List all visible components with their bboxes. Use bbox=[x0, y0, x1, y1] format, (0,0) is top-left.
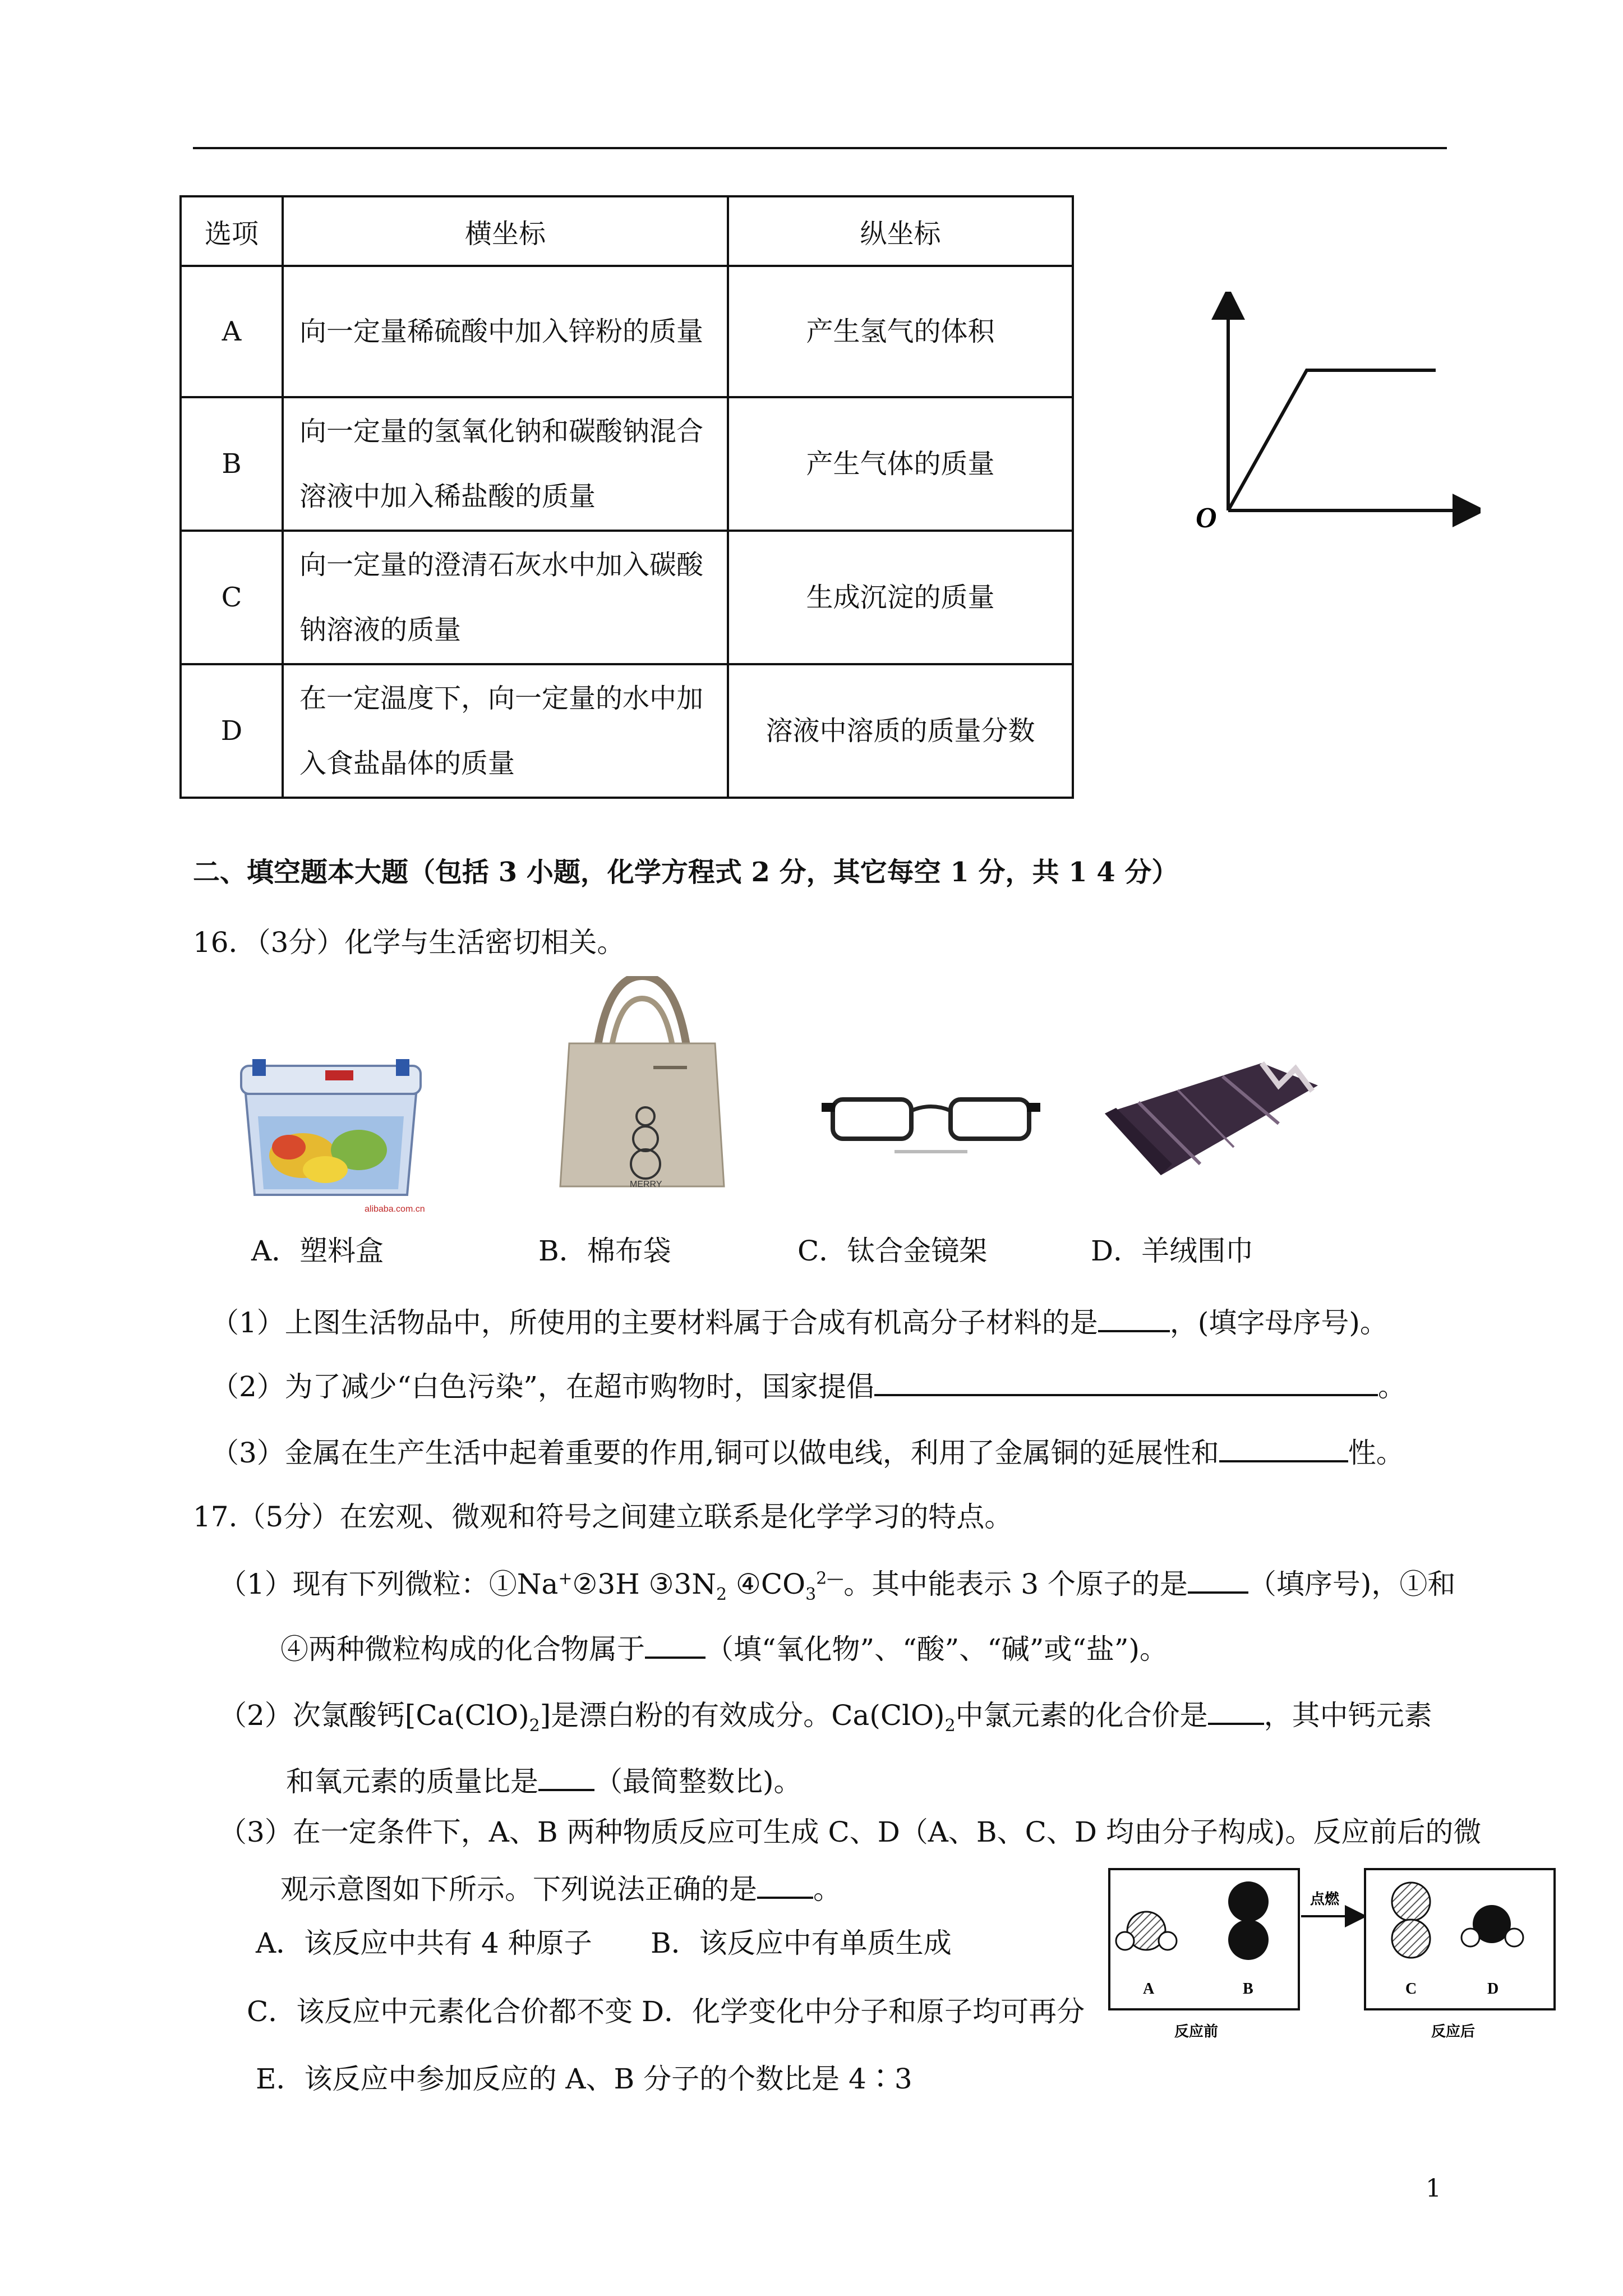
x-axis-cell: 在一定温度下，向一定量的水中加入食盐晶体的质量 bbox=[283, 664, 728, 798]
y-axis-cell: 产生氢气的体积 bbox=[728, 266, 1073, 397]
curve-line bbox=[1228, 370, 1436, 510]
q17-sub1-blank-2[interactable] bbox=[645, 1631, 706, 1659]
q17-sub2-text: （2）次氯酸钙[Ca(ClO) bbox=[219, 1699, 529, 1732]
label-b: B bbox=[1243, 1980, 1253, 1998]
q17-sub2-line2 bbox=[286, 1759, 802, 1800]
q17-sub3-blank[interactable] bbox=[757, 1871, 813, 1899]
choice-e: E．该反应中参加反应的 A、B 分子的个数比是 4∶3 bbox=[256, 2063, 912, 2095]
cotton-bag-icon bbox=[547, 976, 737, 1189]
q17-sub2-text-2: ]是漂白粉的有效成分。Ca(ClO) bbox=[540, 1699, 945, 1732]
x-axis-cell: 向一定量稀硫酸中加入锌粉的质量 bbox=[283, 266, 728, 397]
q17-sub1-text-2: ②3H ③3N bbox=[572, 1568, 717, 1600]
origin-label: O bbox=[1196, 502, 1217, 534]
q16-sub2 bbox=[211, 1364, 1406, 1405]
label-c: C bbox=[1405, 1980, 1417, 1998]
q17-sub1-line2-text-end: （填“氧化物”、“酸”、“碱”或“盐”)。 bbox=[706, 1633, 1168, 1665]
q17-sub3-line2-text-end: 。 bbox=[813, 1873, 841, 1906]
x-axis-cell: 向一定量的氢氧化钠和碳酸钠混合溶液中加入稀盐酸的质量 bbox=[283, 397, 728, 531]
q17-sub1-blank-1[interactable] bbox=[1188, 1566, 1248, 1594]
q16-sub1-blank[interactable] bbox=[1098, 1304, 1170, 1332]
page-number: 1 bbox=[1426, 2174, 1441, 2203]
y-axis-cell: 生成沉淀的质量 bbox=[728, 531, 1073, 664]
charge-superscript: + bbox=[558, 1568, 573, 1589]
subscript: 3 bbox=[805, 1585, 817, 1604]
q16-sub3-text-end: 性。 bbox=[1348, 1437, 1404, 1469]
after-caption: 反应后 bbox=[1431, 2023, 1476, 2040]
table-row bbox=[181, 531, 1073, 664]
image-caption-d: D．羊绒围巾 bbox=[1091, 1235, 1254, 1267]
header-option: 选项 bbox=[181, 196, 283, 266]
q17-sub2-blank-1[interactable] bbox=[1208, 1697, 1264, 1725]
q17-sub1 bbox=[219, 1562, 1455, 1604]
choice-a: A．该反应中共有 4 种原子 bbox=[256, 1927, 592, 1959]
q17-sub2 bbox=[219, 1693, 1432, 1736]
option-cell: D bbox=[181, 664, 283, 798]
choice-c: C．该反应中元素化合价都不变 bbox=[247, 1995, 633, 2028]
rise-then-plateau-graph bbox=[1166, 292, 1481, 550]
bag-print-text: MERRY bbox=[630, 1180, 662, 1189]
subscript: 2 bbox=[529, 1716, 540, 1736]
q17-sub3-line2-text: 观示意图如下所示。下列说法正确的是 bbox=[280, 1873, 757, 1906]
watermark-text: alibaba.com.cn bbox=[365, 1204, 425, 1214]
q17-stem: 17.（5分）在宏观、微观和符号之间建立联系是化学学习的特点。 bbox=[193, 1501, 1013, 1533]
header-rule bbox=[193, 147, 1447, 149]
header-x-axis: 横坐标 bbox=[283, 196, 728, 266]
choice-b: B．该反应中有单质生成 bbox=[651, 1927, 952, 1959]
table-row bbox=[181, 266, 1073, 397]
charge-superscript: 2— bbox=[816, 1568, 844, 1589]
section-heading: 二、填空题本大题（包括 3 小题，化学方程式 2 分，其它每空 1 分，共 1 4 分） bbox=[193, 857, 1179, 888]
q17-sub3-line2 bbox=[280, 1867, 841, 1907]
image-caption-a: A．塑料盒 bbox=[251, 1235, 384, 1267]
q16-sub1-text: （1）上图生活物品中，所使用的主要材料属于合成有机高分子材料的是 bbox=[211, 1306, 1098, 1339]
subscript: 2 bbox=[944, 1716, 956, 1736]
table-header-row bbox=[181, 196, 1073, 266]
q17-sub1-line2-text: ④两种微粒构成的化合物属于 bbox=[280, 1633, 645, 1665]
choice-d: D．化学变化中分子和原子均可再分 bbox=[642, 1995, 1085, 2028]
q16-sub1-text-end: ，(填字母序号)。 bbox=[1169, 1306, 1388, 1339]
q17-sub1-text: （1）现有下列微粒：①Na bbox=[219, 1568, 559, 1600]
image-caption-b: B．棉布袋 bbox=[538, 1235, 671, 1267]
reaction-diagram bbox=[1108, 1868, 1557, 2042]
label-d: D bbox=[1487, 1980, 1499, 1998]
q17-sub1-text-5: （填序号)，①和 bbox=[1248, 1568, 1456, 1600]
y-axis-cell: 溶液中溶质的质量分数 bbox=[728, 664, 1073, 798]
q17-sub2-line2-text: 和氧元素的质量比是 bbox=[286, 1765, 538, 1798]
q16-stem: 16．（3分）化学与生活密切相关。 bbox=[193, 926, 625, 959]
before-caption: 反应前 bbox=[1174, 2023, 1219, 2040]
glasses-icon bbox=[822, 1088, 1040, 1161]
q17-sub2-text-4: ，其中钙元素 bbox=[1264, 1699, 1432, 1732]
q17-sub2-text-3: 中氯元素的化合价是 bbox=[955, 1699, 1208, 1732]
q16-sub3 bbox=[211, 1430, 1404, 1471]
q16-sub2-blank[interactable] bbox=[874, 1368, 1378, 1396]
options-table bbox=[179, 195, 1074, 799]
q16-sub3-blank[interactable] bbox=[1219, 1434, 1348, 1462]
option-cell: C bbox=[181, 531, 283, 664]
table-row bbox=[181, 397, 1073, 531]
header-y-axis: 纵坐标 bbox=[728, 196, 1073, 266]
label-a: A bbox=[1143, 1980, 1155, 1998]
q17-sub2-line2-text-end: （最简整数比)。 bbox=[594, 1765, 802, 1798]
image-caption-c: C．钛合金镜架 bbox=[797, 1235, 988, 1267]
q16-sub1 bbox=[211, 1300, 1388, 1341]
option-cell: A bbox=[181, 266, 283, 397]
arrow-label: 点燃 bbox=[1310, 1891, 1340, 1908]
q17-sub3-line1: （3）在一定条件下，A、B 两种物质反应可生成 C、D（A、B、C、D 均由分子构成)。反应前后的微 bbox=[219, 1816, 1482, 1848]
y-axis-cell: 产生气体的质量 bbox=[728, 397, 1073, 531]
q17-sub1-text-4: 。其中能表示 3 个原子的是 bbox=[843, 1568, 1188, 1600]
q17-sub2-blank-2[interactable] bbox=[538, 1763, 594, 1791]
option-cell: B bbox=[181, 397, 283, 531]
plastic-box-icon bbox=[236, 1055, 426, 1217]
q16-sub3-text: （3）金属在生产生活中起着重要的作用,铜可以做电线，利用了金属铜的延展性和 bbox=[211, 1437, 1219, 1469]
x-axis-cell: 向一定量的澄清石灰水中加入碳酸钠溶液的质量 bbox=[283, 531, 728, 664]
q16-sub2-text-end: 。 bbox=[1377, 1370, 1406, 1403]
q16-sub2-text: （2）为了减少“白色污染”，在超市购物时，国家提倡 bbox=[211, 1370, 874, 1403]
scarf-icon bbox=[1094, 1052, 1329, 1186]
q17-sub1-line2 bbox=[280, 1627, 1168, 1667]
q17-sub1-text-3: ④CO bbox=[727, 1568, 806, 1600]
subscript: 2 bbox=[716, 1585, 727, 1604]
table-row bbox=[181, 664, 1073, 798]
